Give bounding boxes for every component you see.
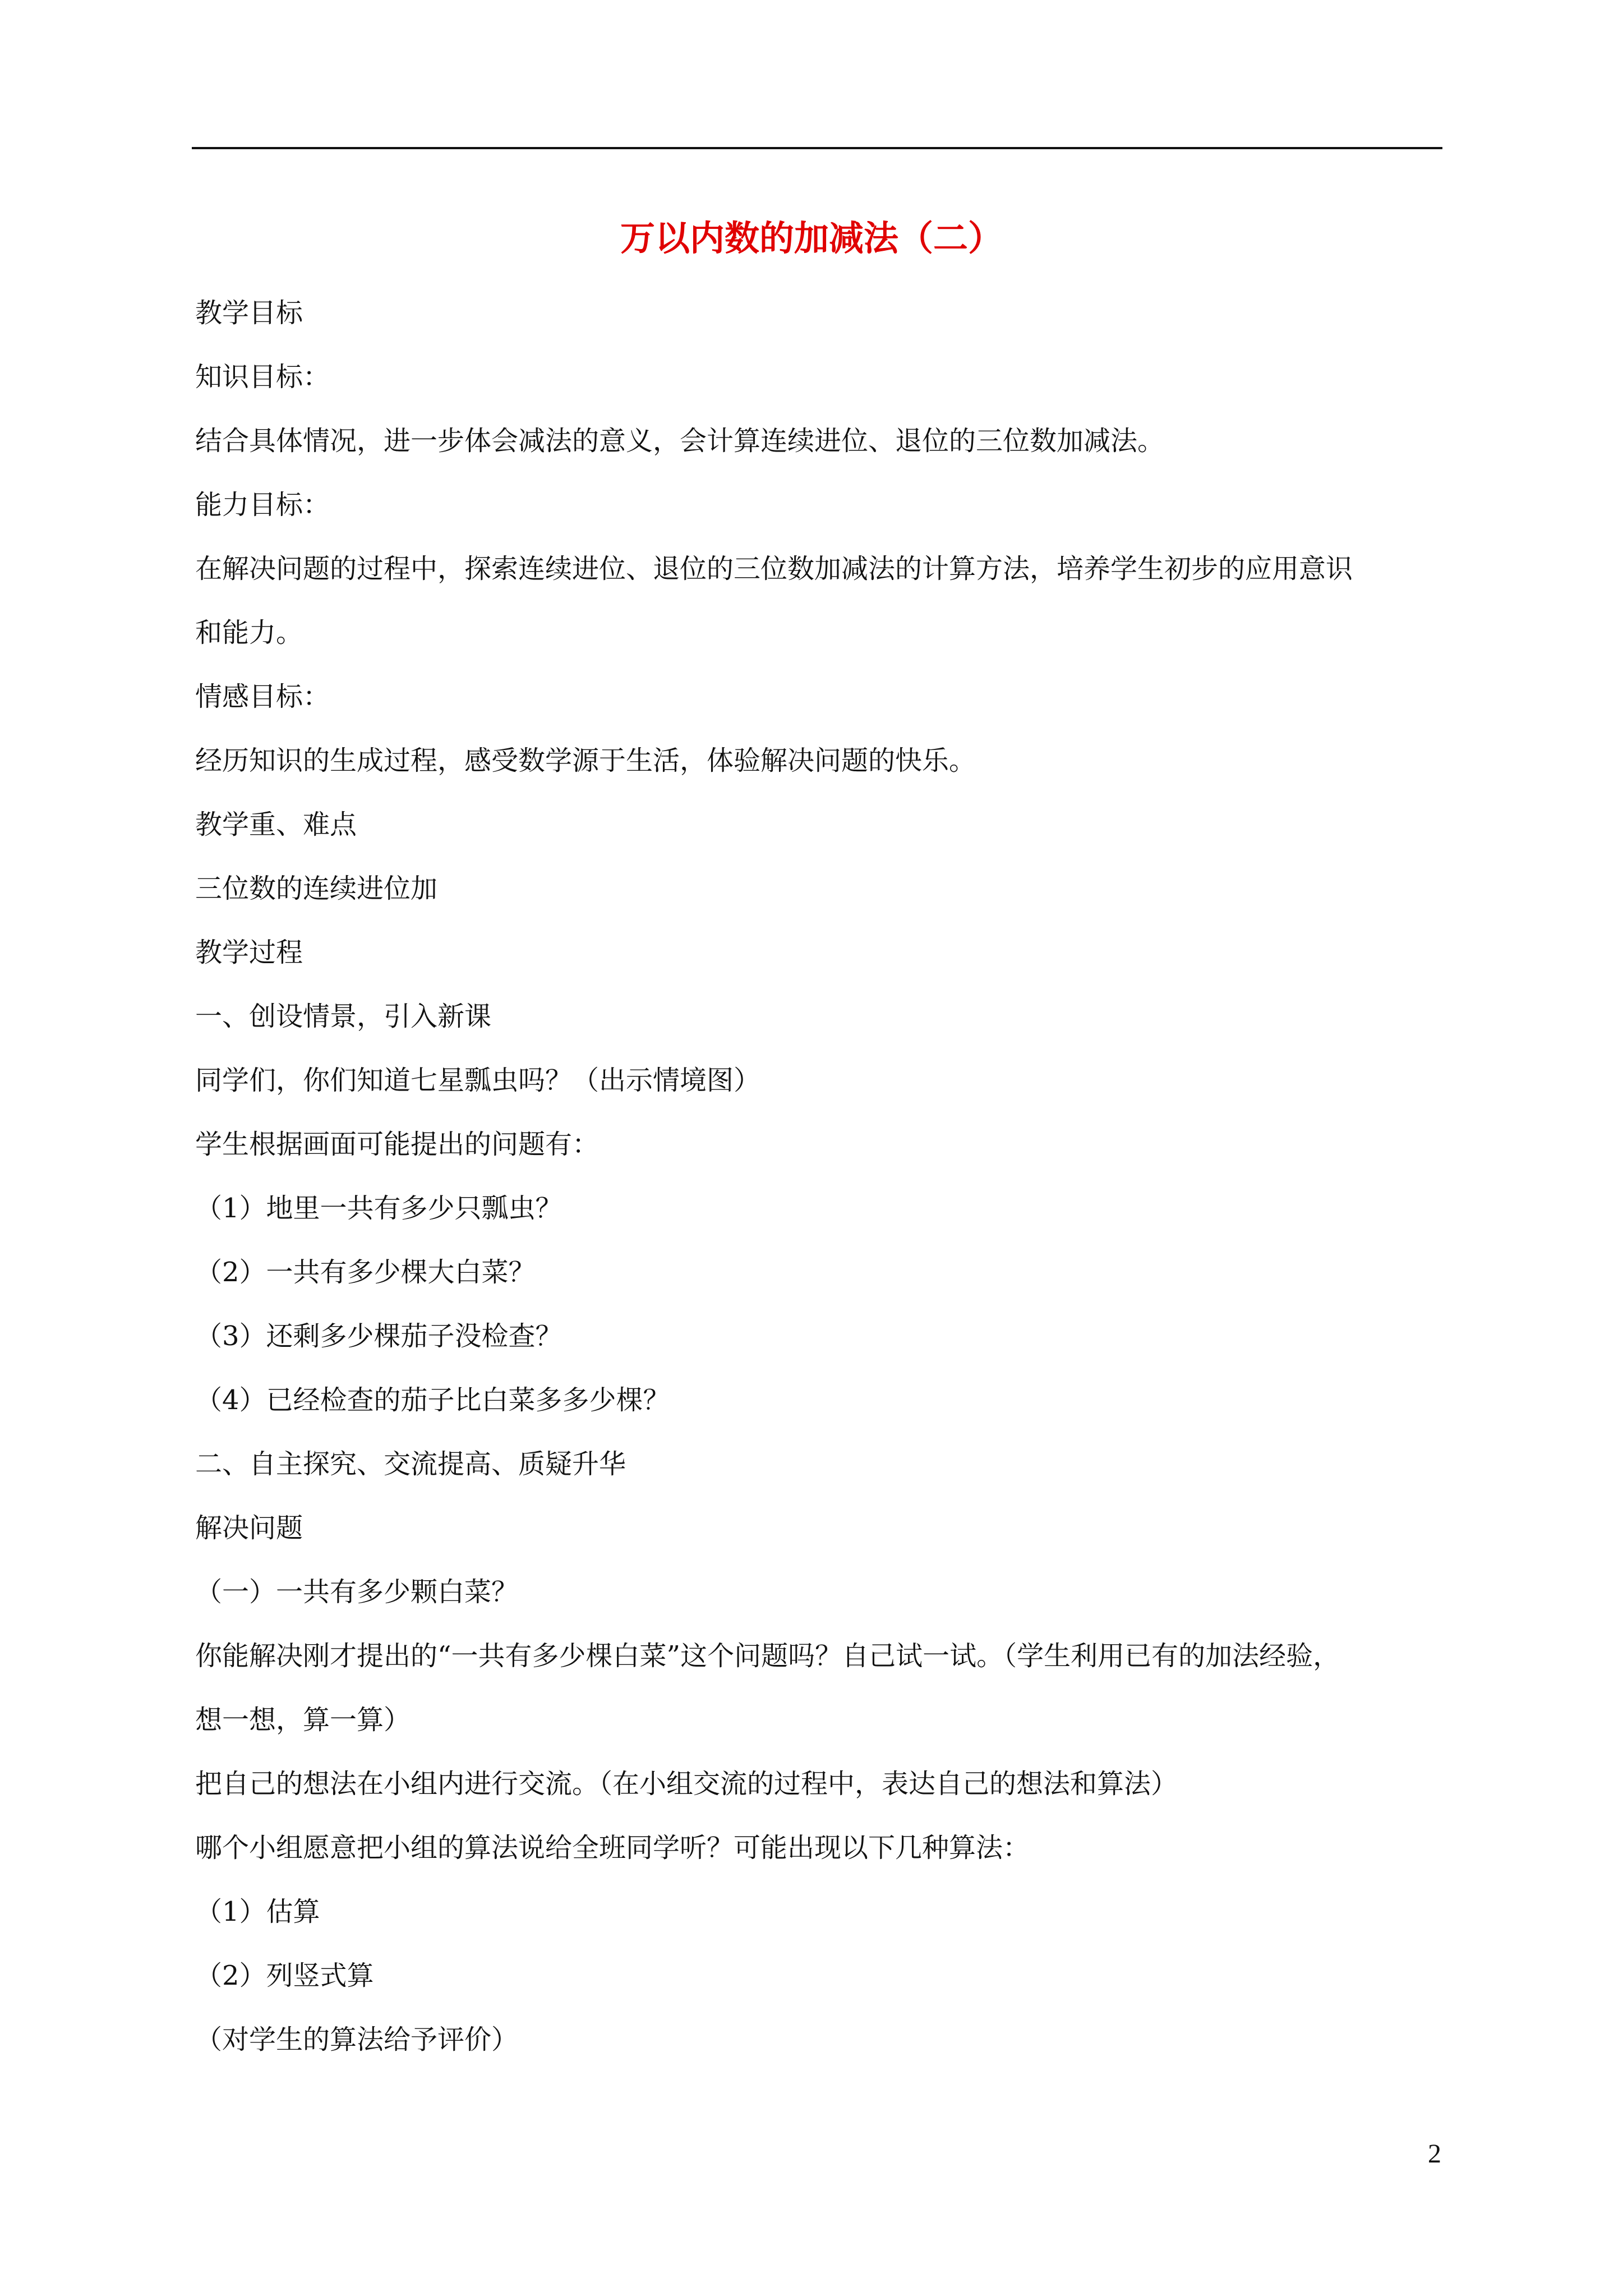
paragraph: （3）还剩多少棵茄子没检查？ (195, 1320, 562, 1352)
paragraph: 结合具体情况，进一步体会减法的意义，会计算连续进位、退位的三位数加减法。 (195, 425, 1165, 457)
paragraph: （对学生的算法给予评价） (195, 2024, 519, 2055)
paragraph: （4）已经检查的茄子比白菜多多少棵？ (195, 1384, 670, 1416)
paragraph: 学生根据画面可能提出的问题有： (195, 1129, 600, 1160)
paragraph: （一）一共有多少颗白菜？ (195, 1576, 519, 1608)
paragraph: 想一想，算一算） (195, 1704, 411, 1736)
paragraph: 二、自主探究、交流提高、质疑升华 (195, 1448, 626, 1480)
paragraph: 能力目标： (195, 489, 330, 521)
paragraph: 解决问题 (195, 1512, 303, 1544)
paragraph: （1）估算 (195, 1896, 320, 1927)
page-number: 2 (1428, 2139, 1441, 2169)
document-title: 万以内数的加减法（二） (620, 218, 1003, 259)
paragraph: 把自己的想法在小组内进行交流。（在小组交流的过程中，表达自己的想法和算法） (195, 1768, 1178, 1800)
paragraph: 同学们，你们知道七星瓢虫吗？（出示情境图） (195, 1065, 761, 1096)
paragraph: 情感目标： (195, 681, 330, 712)
paragraph: 在解决问题的过程中，探索连续进位、退位的三位数加减法的计算方法，培养学生初步的应用意识 (195, 553, 1353, 585)
paragraph: （1）地里一共有多少只瓢虫？ (195, 1193, 562, 1224)
paragraph: 经历知识的生成过程，感受数学源于生活，体验解决问题的快乐。 (195, 745, 976, 776)
paragraph: （2）列竖式算 (195, 1960, 374, 1991)
paragraph: 和能力。 (195, 617, 303, 648)
header-rule (192, 147, 1442, 149)
paragraph: 哪个小组愿意把小组的算法说给全班同学听？可能出现以下几种算法： (195, 1832, 1030, 1864)
paragraph: 知识目标： (195, 361, 330, 393)
paragraph: 教学目标 (195, 297, 303, 329)
paragraph: 你能解决刚才提出的“一共有多少棵白菜”这个问题吗？自己试一试。（学生利用已有的加法经验， (195, 1640, 1340, 1672)
paragraph: 三位数的连续进位加 (195, 873, 438, 904)
paragraph: 教学重、难点 (195, 809, 357, 840)
paragraph: 一、创设情景，引入新课 (195, 1001, 492, 1032)
paragraph: 教学过程 (195, 937, 303, 968)
paragraph: （2）一共有多少棵大白菜？ (195, 1257, 536, 1288)
